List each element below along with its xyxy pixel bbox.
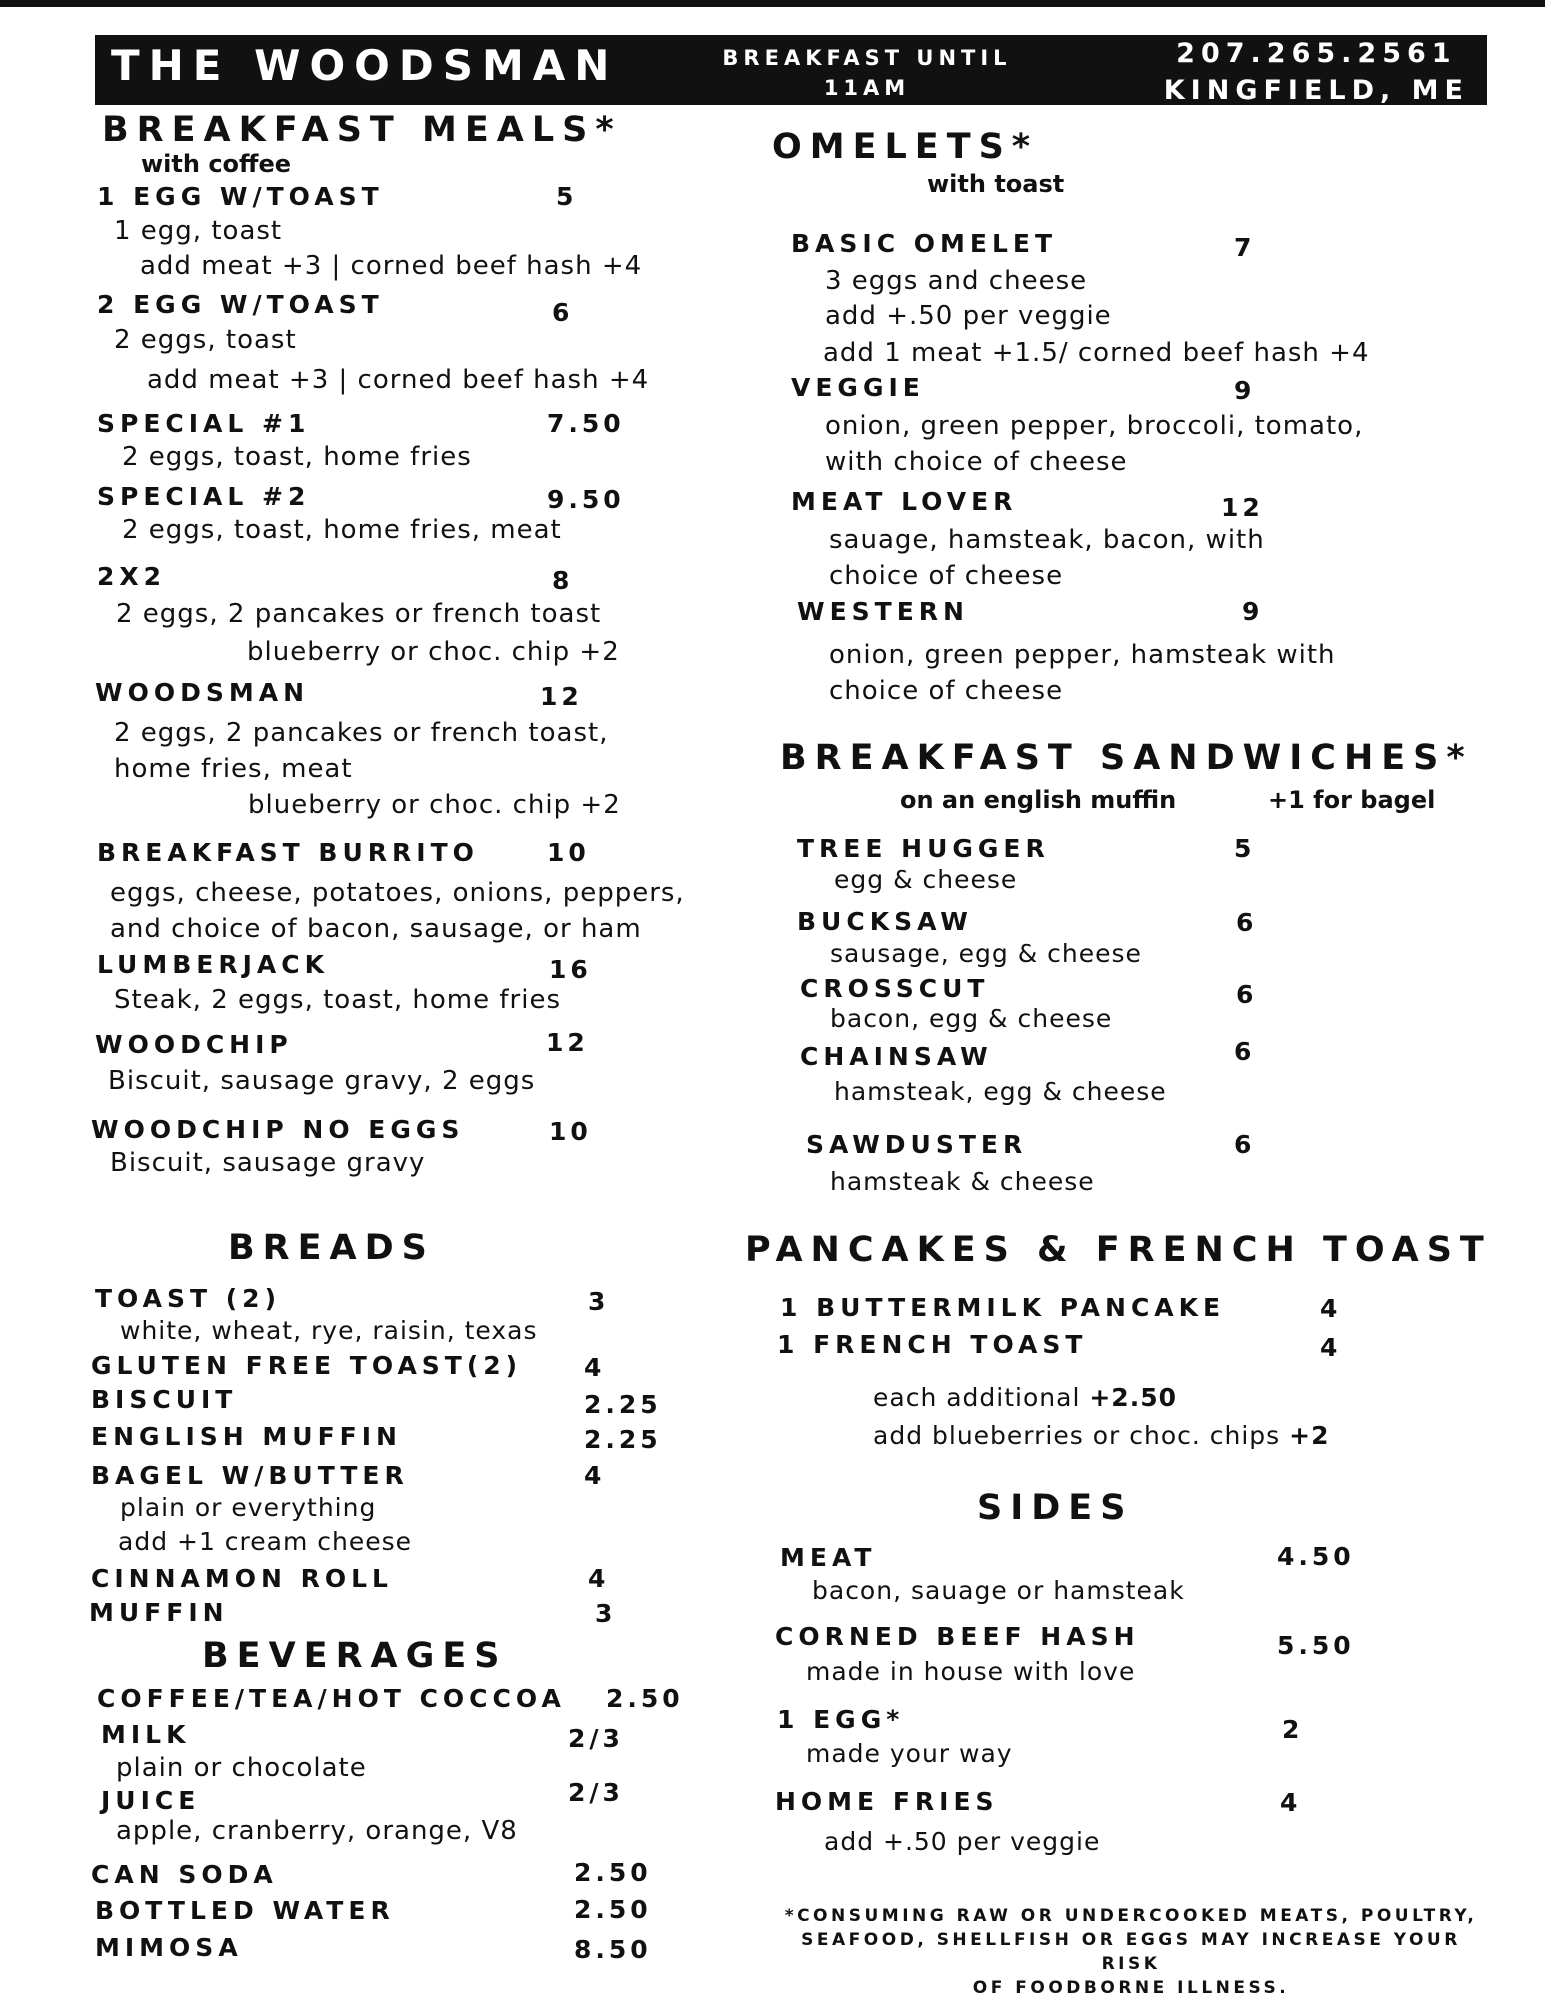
menu-item-name: CHAINSAW xyxy=(800,1042,993,1071)
menu-item-desc: Biscuit, sausage gravy, 2 eggs xyxy=(108,1066,536,1096)
menu-item-desc: 2 eggs, 2 pancakes or french toast, xyxy=(114,718,609,748)
menu-item-name: BREAKFAST BURRITO xyxy=(97,838,479,867)
menu-item-desc: hamsteak, egg & cheese xyxy=(834,1077,1167,1106)
menu-item-desc: add +.50 per veggie xyxy=(824,1827,1101,1856)
menu-item-price: 6 xyxy=(1236,908,1258,937)
menu-item-name: TREE HUGGER xyxy=(797,834,1050,863)
menu-item-desc: 2 eggs, toast, home fries xyxy=(122,442,472,472)
menu-item-price: 9 xyxy=(1234,376,1256,405)
menu-item-price: 6 xyxy=(552,298,574,327)
menu-item-desc: home fries, meat xyxy=(114,754,353,784)
menu-item-price: 7 xyxy=(1234,233,1256,262)
menu-item-name: 2X2 xyxy=(97,562,167,591)
menu-item-name: 1 EGG W/TOAST xyxy=(97,182,384,211)
phone: 207.265.2561 xyxy=(1176,38,1457,69)
menu-item-desc: 2 eggs, toast xyxy=(114,325,297,355)
disclaimer-line: *CONSUMING RAW OR UNDERCOOKED MEATS, POULTRY, xyxy=(784,1906,1478,1926)
menu-item-name: BAGEL W/BUTTER xyxy=(91,1461,409,1490)
menu-item-price: 5 xyxy=(1234,834,1256,863)
menu-item-name: MEAT LOVER xyxy=(791,487,1018,516)
menu-item-desc: egg & cheese xyxy=(834,865,1018,894)
menu-item-name: 1 BUTTERMILK PANCAKE xyxy=(780,1293,1226,1322)
menu-item-price: 12 xyxy=(540,682,583,711)
menu-item-desc: apple, cranberry, orange, V8 xyxy=(116,1816,518,1846)
menu-item-name: BUCKSAW xyxy=(797,907,973,936)
menu-item-name: CORNED BEEF HASH xyxy=(775,1622,1140,1651)
menu-item-price: 3 xyxy=(588,1287,610,1316)
menu-item-name: CINNAMON ROLL xyxy=(91,1564,393,1593)
menu-item-desc: plain or everything xyxy=(120,1493,377,1522)
menu-item-price: 2/3 xyxy=(568,1778,624,1807)
menu-item-price: 6 xyxy=(1234,1037,1256,1066)
menu-item-name: TOAST (2) xyxy=(95,1284,281,1313)
restaurant-name: THE WOODSMAN xyxy=(111,41,619,90)
menu-item-name: WOODCHIP xyxy=(95,1030,293,1059)
menu-item-desc: 2 eggs, 2 pancakes or french toast xyxy=(116,599,602,629)
section-title: BREAKFAST SANDWICHES* xyxy=(780,738,1473,778)
menu-item-desc: blueberry or choc. chip +2 xyxy=(247,637,620,667)
menu-item-desc: add meat +3 | corned beef hash +4 xyxy=(147,365,650,395)
section-title: OMELETS* xyxy=(772,127,1039,167)
menu-item-price: 16 xyxy=(549,955,592,984)
menu-item-desc: eggs, cheese, potatoes, onions, peppers, xyxy=(110,878,685,908)
section-note: with toast xyxy=(927,170,1065,198)
menu-item-desc: made your way xyxy=(806,1739,1013,1768)
menu-item-name: BASIC OMELET xyxy=(791,229,1058,258)
menu-item-price: 2.50 xyxy=(606,1684,684,1713)
menu-item-name: MIMOSA xyxy=(95,1933,243,1962)
menu-item-name: 1 EGG* xyxy=(777,1705,905,1734)
pancake-extra xyxy=(873,1421,1329,1450)
section-title: SIDES xyxy=(977,1488,1134,1528)
menu-item-desc: onion, green pepper, broccoli, tomato, xyxy=(825,411,1364,441)
menu-item-name: SPECIAL #2 xyxy=(97,482,311,511)
menu-item-name: CROSSCUT xyxy=(800,974,990,1003)
menu-item-name: WESTERN xyxy=(797,597,969,626)
menu-item-price: 4 xyxy=(588,1564,610,1593)
menu-item-desc: choice of cheese xyxy=(829,561,1064,591)
section-note: with coffee xyxy=(141,150,292,178)
menu-item-name: GLUTEN FREE TOAST(2) xyxy=(91,1351,523,1380)
menu-item-name: WOODCHIP NO EGGS xyxy=(91,1115,465,1144)
menu-item-price: 6 xyxy=(1234,1130,1256,1159)
hours-line1: BREAKFAST UNTIL 11AM xyxy=(722,46,1012,100)
disclaimer-line: OF FOODBORNE ILLNESS. xyxy=(972,1978,1290,1998)
menu-item-desc: blueberry or choc. chip +2 xyxy=(248,790,621,820)
menu-item-desc: 1 egg, toast xyxy=(114,216,283,246)
pancake-extra-text: add blueberries or choc. chips xyxy=(873,1421,1281,1450)
menu-item-name: SPECIAL #1 xyxy=(97,409,311,438)
menu-item-price: 2.25 xyxy=(584,1425,662,1454)
menu-item-desc: add meat +3 | corned beef hash +4 xyxy=(140,251,643,281)
menu-item-name: BOTTLED WATER xyxy=(95,1896,395,1925)
menu-item-price: 4.50 xyxy=(1277,1542,1355,1571)
section-title: PANCAKES & FRENCH TOAST xyxy=(745,1230,1492,1270)
top-border xyxy=(0,0,1545,7)
pancake-extra-text: each additional xyxy=(873,1383,1081,1412)
pancake-extra-price: +2 xyxy=(1289,1421,1330,1450)
menu-item-desc: sausage, egg & cheese xyxy=(830,939,1142,968)
menu-item-desc: 2 eggs, toast, home fries, meat xyxy=(122,515,562,545)
menu-item-price: 4 xyxy=(1320,1294,1342,1323)
menu-item-desc: white, wheat, rye, raisin, texas xyxy=(120,1316,538,1345)
section-title: BREAKFAST MEALS* xyxy=(102,110,622,150)
hours-line2: SUNDAY TILL NOON xyxy=(711,106,1023,130)
menu-item-desc: hamsteak & cheese xyxy=(830,1167,1095,1196)
menu-item-name: 2 EGG W/TOAST xyxy=(97,290,384,319)
menu-item-desc: add +1 cream cheese xyxy=(118,1527,413,1556)
menu-item-price: 2.50 xyxy=(574,1895,652,1924)
menu-item-name: CAN SODA xyxy=(91,1860,278,1889)
menu-item-name: MUFFIN xyxy=(89,1598,229,1627)
menu-item-desc: bacon, sauage or hamsteak xyxy=(812,1576,1185,1605)
menu-item-name: MEAT xyxy=(780,1543,877,1572)
menu-item-name: COFFEE/TEA/HOT COCCOA xyxy=(97,1684,566,1713)
menu-item-name: WOODSMAN xyxy=(95,678,309,707)
menu-item-name: SAWDUSTER xyxy=(806,1130,1028,1159)
menu-item-desc: with choice of cheese xyxy=(825,447,1128,477)
menu-item-desc: add 1 meat +1.5/ corned beef hash +4 xyxy=(823,338,1370,368)
menu-item-price: 9.50 xyxy=(547,485,625,514)
menu-item-desc: add +.50 per veggie xyxy=(825,301,1112,331)
menu-item-desc: 3 eggs and cheese xyxy=(825,266,1088,296)
menu-item-name: LUMBERJACK xyxy=(97,950,329,979)
section-title: BREADS xyxy=(228,1228,435,1268)
menu-item-desc: choice of cheese xyxy=(829,676,1064,706)
menu-item-desc: sauage, hamsteak, bacon, with xyxy=(829,525,1265,555)
menu-item-name: ENGLISH MUFFIN xyxy=(91,1422,402,1451)
menu-item-price: 2.50 xyxy=(574,1858,652,1887)
menu-item-price: 7.50 xyxy=(547,409,625,438)
menu-item-desc: and choice of bacon, sausage, or ham xyxy=(110,914,642,944)
menu-item-desc: plain or chocolate xyxy=(116,1753,367,1783)
menu-item-price: 2.25 xyxy=(584,1390,662,1419)
disclaimer-line: SEAFOOD, SHELLFISH OR EGGS MAY INCREASE YOUR RISK xyxy=(801,1930,1461,1974)
menu-item-price: 2 xyxy=(1282,1715,1304,1744)
pancake-extra xyxy=(873,1383,1177,1412)
menu-item-desc: onion, green pepper, hamsteak with xyxy=(829,640,1336,670)
menu-item-name: 1 FRENCH TOAST xyxy=(777,1330,1088,1359)
menu-item-desc: Steak, 2 eggs, toast, home fries xyxy=(114,985,561,1015)
hours xyxy=(677,43,1057,133)
menu-item-price: 8 xyxy=(552,566,574,595)
menu-item-name: JUICE xyxy=(101,1786,201,1815)
menu-item-name: HOME FRIES xyxy=(775,1787,999,1816)
contact xyxy=(1164,35,1469,109)
menu-item-price: 8.50 xyxy=(574,1935,652,1964)
menu-item-price: 10 xyxy=(549,1117,592,1146)
menu-item-price: 4 xyxy=(1320,1333,1342,1362)
menu-item-name: MILK xyxy=(101,1720,191,1749)
menu-item-price: 3 xyxy=(595,1599,617,1628)
menu-item-desc: made in house with love xyxy=(806,1657,1136,1686)
menu-item-price: 6 xyxy=(1236,980,1258,1009)
menu-item-name: BISCUIT xyxy=(91,1385,238,1414)
menu-item-price: 12 xyxy=(1221,493,1264,522)
location: KINGFIELD, ME xyxy=(1163,75,1469,106)
menu-item-desc: Biscuit, sausage gravy xyxy=(110,1148,426,1178)
menu-item-price: 5 xyxy=(556,182,578,211)
section-note: +1 for bagel xyxy=(1268,786,1436,814)
pancake-extra-price: +2.50 xyxy=(1089,1383,1177,1412)
menu-item-price: 10 xyxy=(547,838,590,867)
menu-item-price: 12 xyxy=(546,1028,589,1057)
section-note: on an english muffin xyxy=(900,786,1177,814)
menu-item-name: VEGGIE xyxy=(791,373,925,402)
menu-item-price: 5.50 xyxy=(1277,1631,1355,1660)
menu-item-price: 4 xyxy=(584,1353,606,1382)
menu-item-price: 4 xyxy=(584,1461,606,1490)
menu-item-price: 4 xyxy=(1280,1788,1302,1817)
menu-item-price: 2/3 xyxy=(568,1724,624,1753)
menu-item-price: 9 xyxy=(1242,597,1264,626)
section-title: BEVERAGES xyxy=(202,1636,508,1676)
menu-item-desc: bacon, egg & cheese xyxy=(830,1004,1113,1033)
food-safety-disclaimer xyxy=(770,1904,1492,2000)
